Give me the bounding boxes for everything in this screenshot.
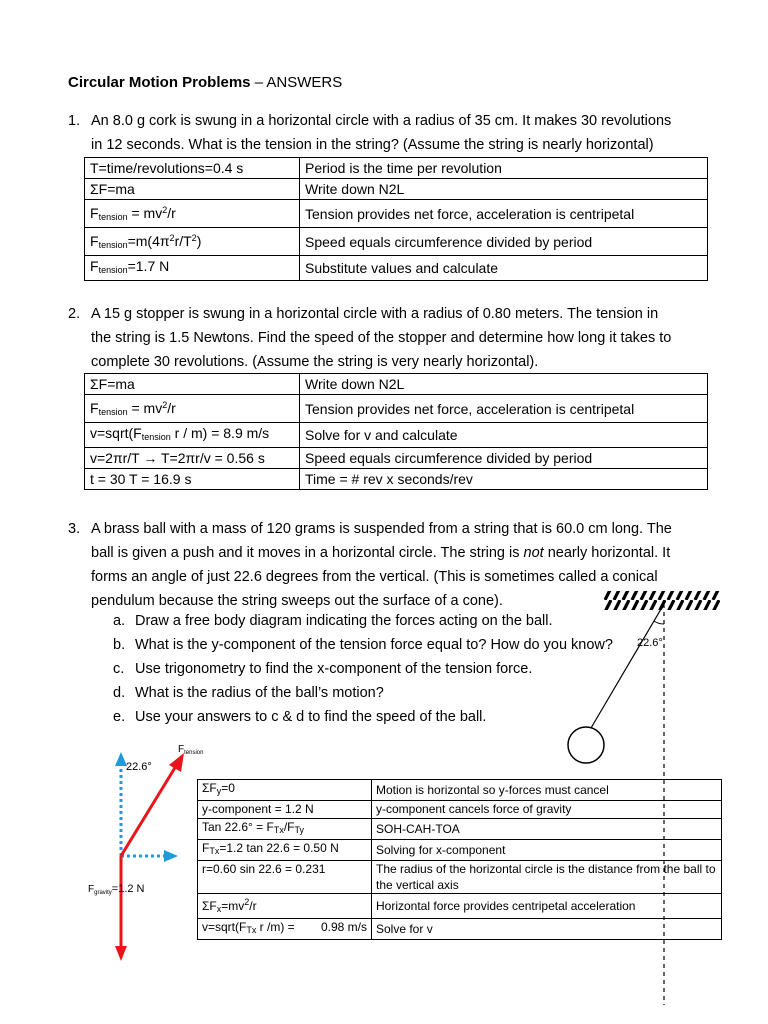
table-cell: y-component cancels force of gravity (372, 801, 722, 819)
emphasis-text: not (523, 545, 544, 561)
formula-part: =1.7 N (127, 258, 170, 274)
table-cell: r=0.60 sin 22.6 = 0.231 (198, 861, 372, 894)
table-cell: Tension provides net force, acceleration is centripetal (300, 200, 708, 228)
table-cell: ΣF=ma (85, 179, 300, 200)
problem-3-line-3: forms an angle of just 22.6 degrees from the vertical. (This is sometimes called a conical (91, 569, 658, 585)
pendulum-string (591, 604, 664, 728)
problem-1-number: 1. (68, 113, 81, 129)
formula-part: /r (249, 899, 257, 913)
formula-result: 0.98 m/s (320, 920, 367, 934)
fbd-gravity-arrowhead (115, 946, 127, 961)
table-cell: Horizontal force provides centripetal acceleration (372, 894, 722, 919)
pendulum-angle-label: 22.6° (637, 637, 663, 649)
formula-part: ) (196, 233, 202, 249)
sub-item-text: What is the y-component of the tension force equal to? How do you know? (135, 637, 613, 653)
sub-item-letter: a. (113, 613, 126, 629)
formula-part: /F (283, 820, 295, 834)
title-bold: Circular Motion Problems (68, 74, 251, 91)
table-row (198, 801, 722, 819)
sub-item-text: Draw a free body diagram indicating the forces acting on the ball. (135, 613, 553, 629)
formula-subscript: y (216, 786, 222, 796)
problem-1-line-2: in 12 seconds. What is the tension in the string? (Assume the string is nearly horizontal) (91, 137, 654, 153)
formula-part: = mv (127, 400, 163, 416)
fbd-gravity-subscript: gravity (94, 890, 112, 896)
table-cell (198, 919, 372, 940)
fbd-gravity-letter: F (88, 884, 95, 895)
formula-subscript: Tx (209, 846, 220, 856)
table-cell: Speed equals circumference divided by period (300, 448, 708, 469)
formula-part: v=sqrt(F (202, 920, 247, 934)
problem-1-line-1: An 8.0 g cork is swung in a horizontal circle with a radius of 35 cm. It makes 30 revolutions (91, 113, 672, 129)
sub-item-letter: b. (113, 637, 126, 653)
formula-subscript: Tx (246, 925, 257, 935)
table-cell: Substitute values and calculate (300, 256, 708, 281)
table-cell (198, 894, 372, 919)
table-cell: v=2πr/T → T=2πr/v = 0.56 s (85, 448, 300, 469)
sub-item-text: What is the radius of the ball’s motion? (135, 685, 384, 701)
formula-part: =mv (221, 899, 245, 913)
fbd-gravity-label (88, 883, 145, 896)
table-row (198, 819, 722, 840)
angle-arc (654, 621, 664, 624)
table-cell: Time = # rev x seconds/rev (300, 469, 708, 490)
table-cell: Tension provides net force, acceleration is centripetal (300, 395, 708, 423)
table-cell (198, 780, 372, 801)
table-cell: SOH-CAH-TOA (372, 819, 722, 840)
table-cell: Period is the time per revolution (300, 158, 708, 179)
formula-part: ΣF (202, 899, 217, 913)
formula-part: =1.2 tan 22.6 = 0.50 N (219, 841, 339, 855)
formula-subscript: tension (98, 407, 128, 417)
table-row (198, 840, 722, 861)
problem-3-line-1: A brass ball with a mass of 120 grams is suspended from a string that is 60.0 cm long. The (91, 521, 672, 537)
formula-superscript: 2 (169, 233, 175, 243)
formula-part: r / m) = 8.9 m/s (170, 425, 270, 441)
fbd-angle-label: 22.6° (126, 761, 152, 773)
table-cell: y-component = 1.2 N (198, 801, 372, 819)
formula-part: /r (167, 205, 176, 221)
formula-part: F (90, 205, 99, 221)
sub-item-letter: c. (113, 661, 125, 677)
formula-part: F (202, 841, 210, 855)
formula-part: r /m) = (256, 920, 295, 934)
formula-subscript: x (216, 904, 222, 914)
fbd-x-arrowhead (164, 850, 178, 862)
problem-2-line-1: A 15 g stopper is swung in a horizontal circle with a radius of 0.80 meters. The tension in (91, 306, 659, 322)
title-rest: – ANSWERS (250, 74, 343, 91)
formula-subscript: tension (98, 240, 128, 250)
fbd-tension-label (178, 744, 203, 756)
formula-part: v=sqrt(F (90, 425, 142, 441)
table-cell: Speed equals circumference divided by period (300, 228, 708, 256)
formula-part: /r (167, 400, 176, 416)
fbd-tension-letter: F (178, 744, 185, 755)
formula-part: =m(4π (127, 233, 170, 249)
table-row (198, 780, 722, 801)
pendulum-ball (568, 727, 604, 763)
sub-item-text: Use your answers to c & d to find the speed of the ball. (135, 709, 487, 725)
formula-part: F (90, 233, 99, 249)
table-cell: Solve for v and calculate (300, 423, 708, 448)
formula-part: ΣF (202, 781, 217, 795)
table-row (198, 861, 722, 894)
formula-part: F (90, 400, 99, 416)
problem-3-number: 3. (68, 521, 81, 537)
table-cell: Write down N2L (300, 374, 708, 395)
fbd-gravity-value: =1.2 N (111, 883, 145, 895)
formula-superscript: 2 (244, 897, 250, 907)
formula-subscript: Tx (273, 825, 284, 835)
formula-superscript: 2 (162, 400, 168, 410)
sub-item-letter: e. (113, 709, 126, 725)
fbd-tension-subscript: tension (184, 750, 204, 756)
table-cell (198, 840, 372, 861)
formula-part: F (90, 258, 99, 274)
table-cell: T=time/revolutions=0.4 s (85, 158, 300, 179)
formula-part: r/T (174, 233, 192, 249)
formula-part: =0 (221, 781, 235, 795)
formula-superscript: 2 (191, 233, 197, 243)
problem-2-line-3: complete 30 revolutions. (Assume the string is very nearly horizontal). (91, 354, 539, 370)
text-part: ball is given a push and it moves in a horizontal circle. The string is (91, 545, 524, 561)
table-cell: Motion is horizontal so y-forces must cancel (372, 780, 722, 801)
formula-superscript: 2 (162, 205, 168, 215)
formula-part: = mv (127, 205, 163, 221)
sub-item-letter: d. (113, 685, 126, 701)
table-row (198, 919, 722, 940)
formula-subscript: tension (98, 265, 128, 275)
table-cell: t = 30 T = 16.9 s (85, 469, 300, 490)
problem-3-line-4: pendulum because the string sweeps out the surface of a cone). (91, 593, 503, 609)
fbd-tension-arrow (121, 766, 176, 856)
table-cell: Solving for x-component (372, 840, 722, 861)
text-part: nearly horizontal. It (543, 545, 671, 561)
formula-part: Tan 22.6° = F (202, 820, 274, 834)
formula-subscript: tension (98, 212, 128, 222)
table-cell: ΣF=ma (85, 374, 300, 395)
table-row (198, 894, 722, 919)
table-cell (198, 819, 372, 840)
problem-2-line-2: the string is 1.5 Newtons. Find the speed of the stopper and determine how long it takes to (91, 330, 672, 346)
formula-subscript: Ty (294, 825, 305, 835)
table-cell: The radius of the horizontal circle is the distance from the ball to the vertical axis (372, 861, 722, 894)
table-cell: Write down N2L (300, 179, 708, 200)
problem-3-table (197, 779, 722, 940)
table-cell: Solve for v (372, 919, 722, 940)
fbd-tension-arrowhead (169, 753, 184, 772)
problem-2-number: 2. (68, 306, 81, 322)
formula-subscript: tension (141, 432, 171, 442)
sub-item-text: Use trigonometry to find the x-component of the tension force. (135, 661, 533, 677)
